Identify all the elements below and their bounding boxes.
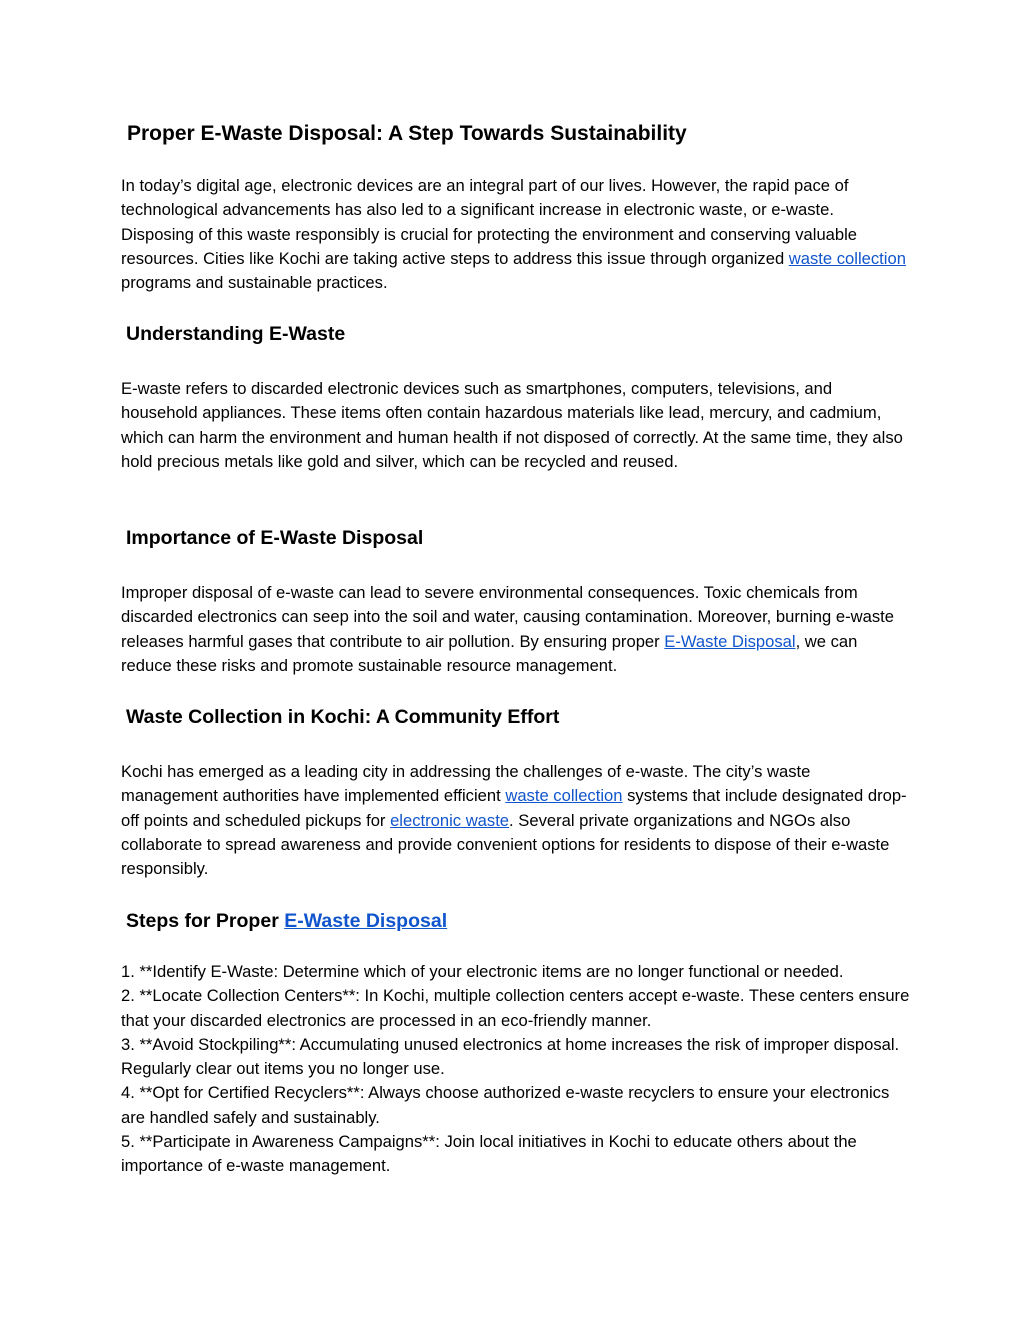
waste-collection-link[interactable]: waste collection xyxy=(788,248,906,268)
section-heading-steps xyxy=(126,907,447,935)
steps-heading-prefix: Steps for Proper xyxy=(126,910,285,932)
kochi-text-part1: Kochi has emerged as a leading city in addressing the challenges of e-waste. The city’s waste management authorities have implemented efficient xyxy=(121,762,811,806)
list-item: 1. **Identify E-Waste: Determine which of your electronic items are no longer functional or needed. xyxy=(121,962,844,981)
list-item: 4. **Opt for Certified Recyclers**: Always choose authorized e-waste recyclers to ensure your electronics are handled safely and sustainably. xyxy=(121,1083,890,1127)
electronic-waste-link[interactable]: electronic waste xyxy=(390,810,510,830)
list-item: 2. **Locate Collection Centers**: In Kochi, multiple collection centers accept e-waste. These centers ensure that your discarded electronics are processed in an eco-friendly manner. xyxy=(121,986,910,1030)
intro-paragraph xyxy=(121,174,911,295)
understanding-paragraph: E-waste refers to discarded electronic devices such as smartphones, computers, televisions, and household appliances. These items often contain hazardous materials like lead, mercury, and cadmium, which can harm the environment and human health if not disposed of correctly. At the same time, they also hold precious metals like gold and silver, which can be recycled and reused. xyxy=(121,379,903,471)
e-waste-disposal-link[interactable]: E-Waste Disposal xyxy=(664,631,796,651)
kochi-paragraph xyxy=(121,760,911,881)
importance-text-after: , we can reduce these risks and promote sustainable resource management. xyxy=(121,631,858,675)
section-heading-importance: Importance of E-Waste Disposal xyxy=(126,527,424,549)
section-heading-understanding: Understanding E-Waste xyxy=(126,323,346,345)
kochi-text-part2: systems that include designated drop-off points and scheduled pickups for xyxy=(121,786,907,830)
importance-text-before: Improper disposal of e-waste can lead to severe environmental consequences. Toxic chemicals from discarded electronics can seep into the soil and water, causing contamination. Moreover, burning e-waste releases harmful gases that contribute to air pollution. By ensuring proper xyxy=(121,583,894,651)
kochi-waste-collection-link[interactable]: waste collection xyxy=(505,786,623,806)
list-item: 3. **Avoid Stockpiling**: Accumulating unused electronics at home increases the risk of improper disposal. Regularly clear out items you no longer use. xyxy=(121,1034,900,1079)
kochi-text-part3: . Several private organizations and NGOs also collaborate to spread awareness and provide convenient options for residents to dispose of their e-waste responsibly. xyxy=(121,810,890,879)
list-item: 5. **Participate in Awareness Campaigns**: Join local initiatives in Kochi to educate others about the importance of e-waste management. xyxy=(121,1132,857,1176)
section-heading-kochi: Waste Collection in Kochi: A Community Effort xyxy=(126,706,560,728)
steps-list xyxy=(121,960,911,1179)
intro-text-after: programs and sustainable practices. xyxy=(121,273,388,293)
steps-e-waste-disposal-link[interactable]: E-Waste Disposal xyxy=(284,910,448,932)
importance-paragraph xyxy=(121,581,911,678)
intro-text-before: In today’s digital age, electronic devices are an integral part of our lives. However, the rapid pace of technological advancements has also led to a significant increase in electronic waste, or e-waste. Disposing of this waste responsibly is crucial for protecting the environment and conserving valuable resources. Cities like Kochi are taking active steps to address this issue through organized xyxy=(121,176,858,268)
page-title: Proper E-Waste Disposal: A Step Towards Sustainability xyxy=(127,122,687,145)
